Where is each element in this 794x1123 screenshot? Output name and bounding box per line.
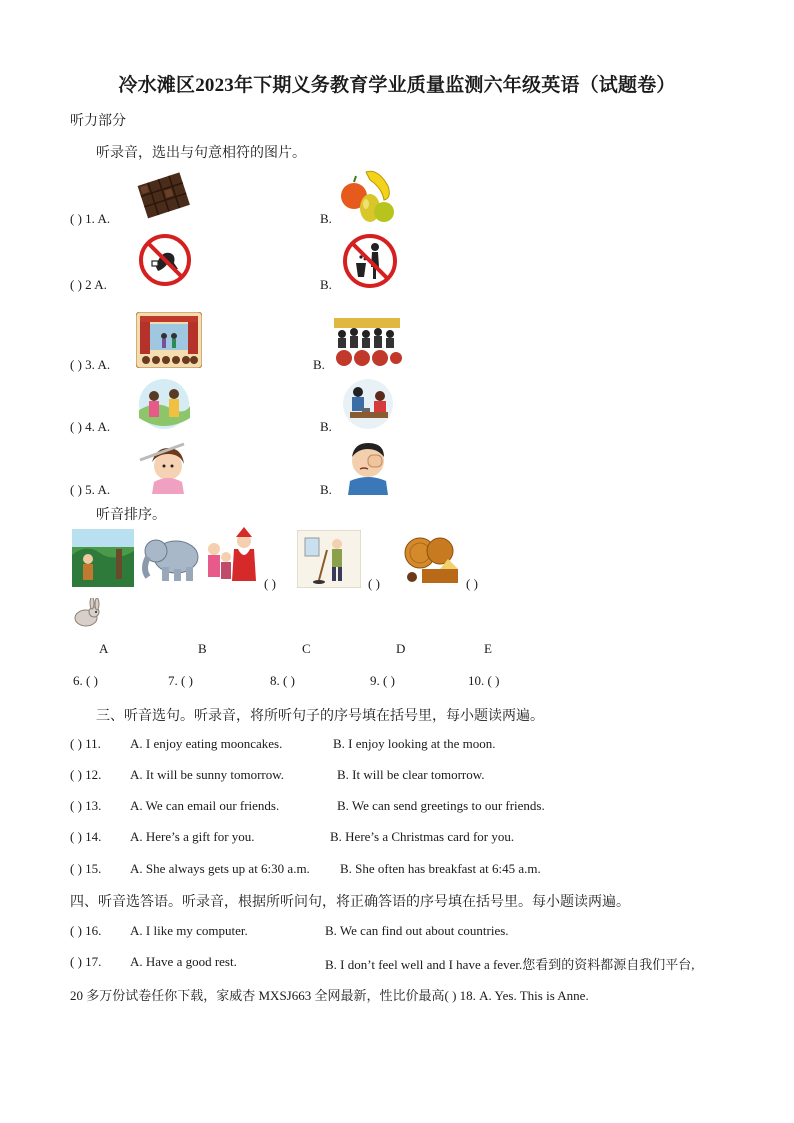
q11-option-b: B. I enjoy looking at the moon.	[333, 736, 496, 751]
q14-option-a: A. Here’s a gift for you.	[130, 829, 255, 844]
q15-option-a: A. She always gets up at 6:30 a.m.	[130, 861, 310, 876]
elephant-picture	[140, 531, 204, 585]
q13-number: ( ) 13.	[70, 798, 102, 813]
forest-scene-picture	[72, 529, 134, 587]
fruits-picture	[336, 166, 398, 226]
q14-option-b: B. Here’s a Christmas card for you.	[330, 829, 515, 844]
item-4-b-label: B.	[320, 419, 332, 434]
q15-option-b: B. She often has breakfast at 6:45 a.m.	[340, 861, 541, 876]
q16-option-a: A. I like my computer.	[130, 923, 248, 938]
q13-option-a: A. We can email our friends.	[130, 798, 280, 813]
part1-instruction: 听录音，选出与句意相符的图片。	[96, 146, 306, 161]
item-1-b-label: B.	[320, 211, 332, 226]
part3-heading: 三、听音选句。听录音，将所听句子的序号填在括号里，每小题读两遍。	[96, 709, 544, 724]
girl-thermometer-picture	[134, 440, 194, 494]
q16-number: ( ) 16.	[70, 923, 102, 938]
answer-10: 10. ( )	[468, 673, 500, 688]
q13-option-b: B. We can send greetings to our friends.	[337, 798, 545, 813]
order-blank-1: ( )	[264, 576, 276, 591]
rabbit-picture	[72, 598, 102, 628]
answer-6: 6. ( )	[73, 673, 98, 688]
no-littering-sign-icon	[138, 233, 192, 287]
boy-headache-picture	[340, 437, 396, 495]
letter-a: A	[99, 641, 109, 656]
section-listening-label: 听力部分	[70, 114, 126, 129]
item-2-a-label: ( ) 2 A.	[70, 277, 107, 292]
stage-show-picture	[136, 312, 202, 368]
conversation-picture	[340, 378, 396, 430]
part4-heading: 四、听音选答语。听录音，根据所听问句，将正确答语的序号填在括号里。每小题读两遍。	[70, 895, 630, 910]
item-4-a-label: ( ) 4. A.	[70, 419, 111, 434]
man-sweeping-picture	[297, 530, 361, 588]
q14-number: ( ) 14.	[70, 829, 102, 844]
order-blank-3: ( )	[466, 576, 478, 591]
q16-option-b: B. We can find out about countries.	[325, 923, 509, 938]
q17-number: ( ) 17.	[70, 954, 102, 969]
q11-option-a: A. I enjoy eating mooncakes.	[130, 736, 283, 751]
answer-8: 8. ( )	[270, 673, 295, 688]
q17-option-a: A. Have a good rest.	[130, 954, 237, 969]
q11-number: ( ) 11.	[70, 736, 101, 751]
item-3-b-label: B.	[313, 357, 325, 372]
q12-option-a: A. It will be sunny tomorrow.	[130, 767, 285, 782]
letter-e: E	[484, 641, 492, 656]
item-5-b-label: B.	[320, 482, 332, 497]
answer-7: 7. ( )	[168, 673, 193, 688]
q15-number: ( ) 15.	[70, 861, 102, 876]
order-blank-2: ( )	[368, 576, 380, 591]
chocolate-picture	[136, 172, 194, 220]
part2-instruction: 听音排序。	[96, 508, 166, 523]
q17-option-b: B. I don’t feel well and I have a fever.您看到的资料都源自我们平台,	[325, 957, 695, 972]
answer-9: 9. ( )	[370, 673, 395, 688]
letter-c: C	[302, 641, 311, 656]
letter-b: B	[198, 641, 207, 656]
no-litter-sign-icon	[342, 233, 398, 289]
letter-d: D	[396, 641, 406, 656]
item-1-a-label: ( ) 1. A.	[70, 211, 111, 226]
family-santa-picture	[198, 527, 260, 587]
item-3-a-label: ( ) 3. A.	[70, 357, 111, 372]
page-title: 冷水滩区2023年下期义务教育学业质量监测六年级英语（试题卷）	[118, 75, 676, 96]
people-outdoors-picture	[136, 378, 192, 430]
q12-option-b: B. It will be clear tomorrow.	[337, 767, 485, 782]
mooncakes-picture	[400, 531, 462, 587]
footer-line-q18: 20 多万份试卷任你下载，家威杏 MXSJ663 全网最新，性比价最高( ) 18. A. Yes. This is Anne.	[70, 988, 589, 1003]
q12-number: ( ) 12.	[70, 767, 102, 782]
concert-band-picture	[332, 312, 402, 368]
item-5-a-label: ( ) 5. A.	[70, 482, 111, 497]
item-2-b-label: B.	[320, 277, 332, 292]
